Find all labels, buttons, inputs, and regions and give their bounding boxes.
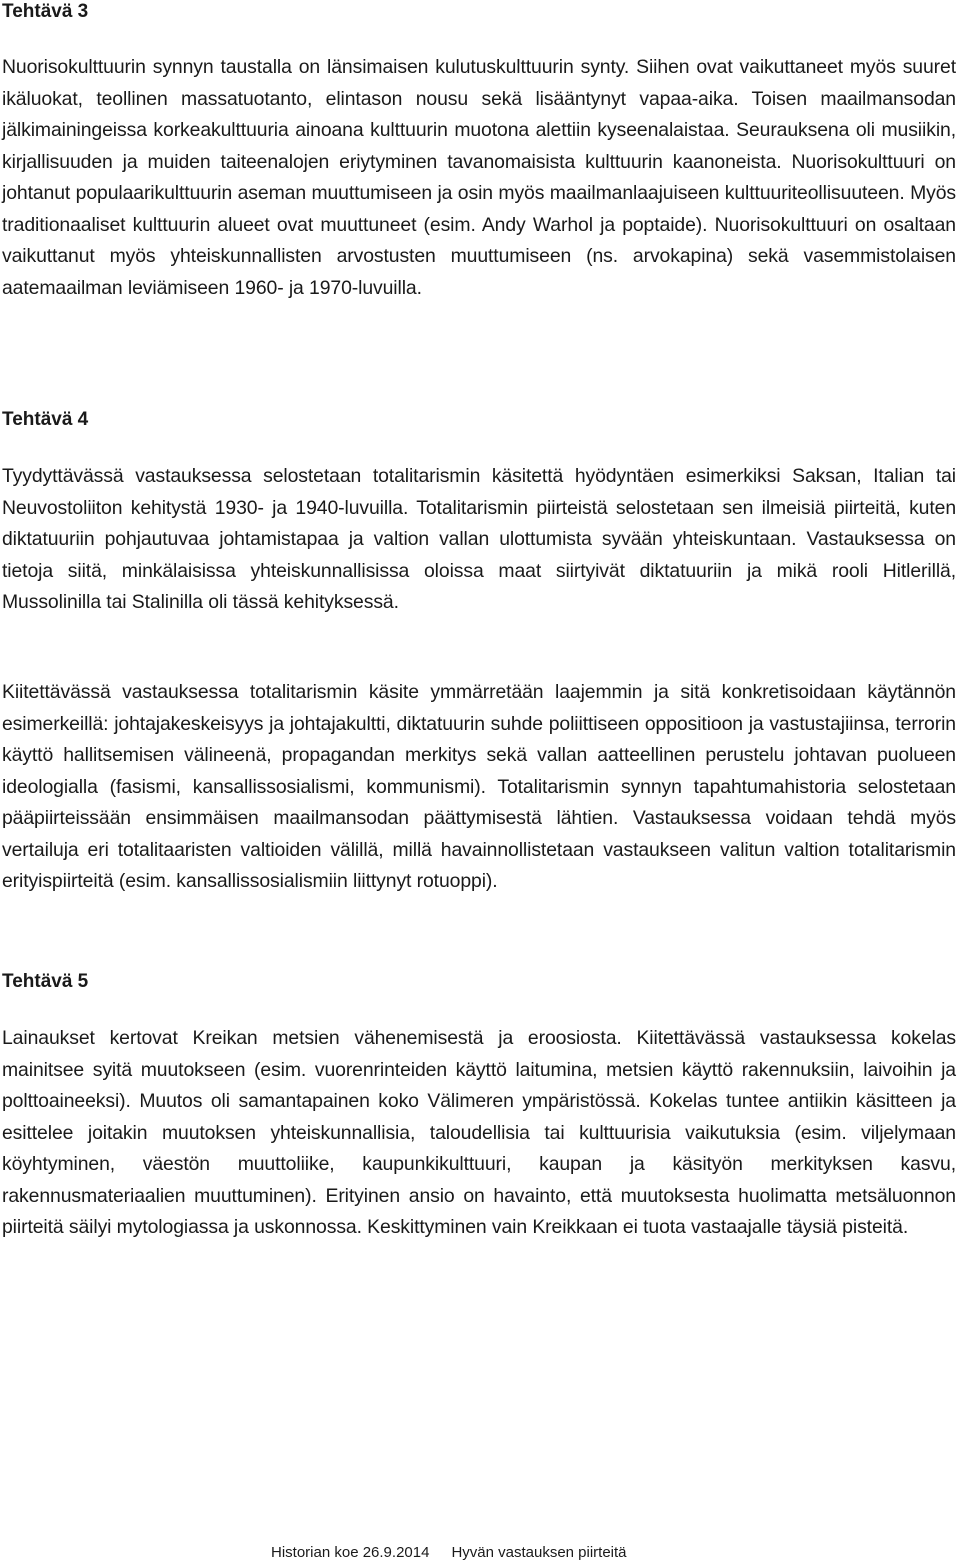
- section-5-paragraph: Lainaukset kertovat Kreikan metsien vähenemisestä ja eroosiosta. Kiitettävässä vastauksessa kokelas mainitsee syitä muutokseen (esim. vuorenrinteiden käyttö laitumina, metsien käyttö rakennuksiin, laivoihin ja polttoaineeksi). Muutos oli samantapainen koko Välimeren ympäristössä. Kokelas tuntee antiikin käsitteen ja esittelee joitakin muutoksen yhteiskunnallisia, taloudellisia tai kulttuurisia vaikutuksia (esim. viljelymaan köyhtyminen, väestön muuttoliike, kaupunkikulttuuri, kaupan ja käsityön merkityksen kasvu, rakennusmateriaalien muuttuminen). Erityinen ansio on havainto, että muutoksesta huolimatta metsäluonnon piirteitä säilyi mytologiassa ja uskonnossa. Keskittyminen vain Kreikkaan ei tuota vastaajalle täysiä pisteitä.: [2, 1027, 956, 1238]
- section-3-paragraph: Nuorisokulttuurin synnyn taustalla on länsimaisen kulutuskulttuurin synty. Siihen ovat vaikuttaneet myös suuret ikäluokat, teollinen massatuotanto, elintason nousu sekä lisääntynyt vapaa-aika. Toisen maailmansodan jälkimainingeissa korkeakulttuuria ainoana kulttuurin muotona alettiin kyseenalaistaa. Seurauksena oli musiikin, kirjallisuuden ja muiden taiteenalojen eriytyminen tavanomaisista kulttuurin kaanoneista. Nuorisokulttuuri on johtanut populaarikulttuurin aseman muuttumiseen ja osin myös maailmanlaajuiseen kulttuuriteollisuuteen. Myös traditionaaliset kulttuurin alueet ovat muuttuneet (esim. Andy Warhol ja poptaide). Nuorisokulttuuri on osaltaan vaikuttanut myös yhteiskunnallisten arvostusten muuttumiseen (ns. arvokapina) sekä vasemmistolaisen aatemaailman leviämiseen 1960- ja 1970-luvuilla.: [2, 56, 956, 299]
- footer-text: [271, 1543, 627, 1563]
- section-4-paragraph-2: Kiitettävässä vastauksessa totalitarismin käsite ymmärretään laajemmin ja sitä konkretisoidaan käytännön esimerkeillä: johtajakeskeisyys ja johtajakultti, diktatuurin suhde poliittiseen oppositioon ja vastustajiinsa, terrorin käyttö hallitsemisen välineenä, propagandan merkitys sekä vallan aatteellinen perustelu johtavan puolueen ideologialla (fasismi, kansallissosialismi, kommunismi). Totalitarismin synnyn tapahtumahistoria selostetaan pääpiirteissään ensimmäisen maailmansodan päättymisestä lähtien. Vastauksessa voidaan tehdä myös vertailuja eri totalitaaristen valtioiden välillä, millä havainnollistetaan vastaukseen valitun valtion totalitarismin erityispiirteitä (esim. kansallissosialismiin liittynyt rotuoppi).: [2, 681, 956, 892]
- page-footer: [0, 1540, 960, 1564]
- section-4-paragraph-1: Tyydyttävässä vastauksessa selostetaan totalitarismin käsitettä hyödyntäen esimerkiksi Saksan, Italian tai Neuvostoliiton kehitystä 1930- ja 1940-luvuilla. Totalitarismin piirteistä selostetaan sen ilmeisiä piirteitä, kuten diktatuuriin pohjautuvaa johtamistapaa ja valtion vallan ulottumista syvään yhteiskuntaan. Vastauksessa on tietoja siitä, minkälaisissa yhteiskunnallisissa oloissa maat siirtyivät diktatuuriin ja mikä rooli Hitlerillä, Mussolinilla tai Stalinilla oli tässä kehityksessä.: [2, 465, 956, 613]
- section-heading-tehtava-3: Tehtävä 3: [2, 1, 89, 22]
- footer-document-title: Hyvän vastauksen piirteitä: [451, 1544, 627, 1561]
- section-heading-tehtava-5: Tehtävä 5: [2, 971, 89, 992]
- section-heading-tehtava-4: Tehtävä 4: [2, 409, 89, 430]
- footer-exam-name: Historian koe 26.9.2014: [271, 1544, 430, 1561]
